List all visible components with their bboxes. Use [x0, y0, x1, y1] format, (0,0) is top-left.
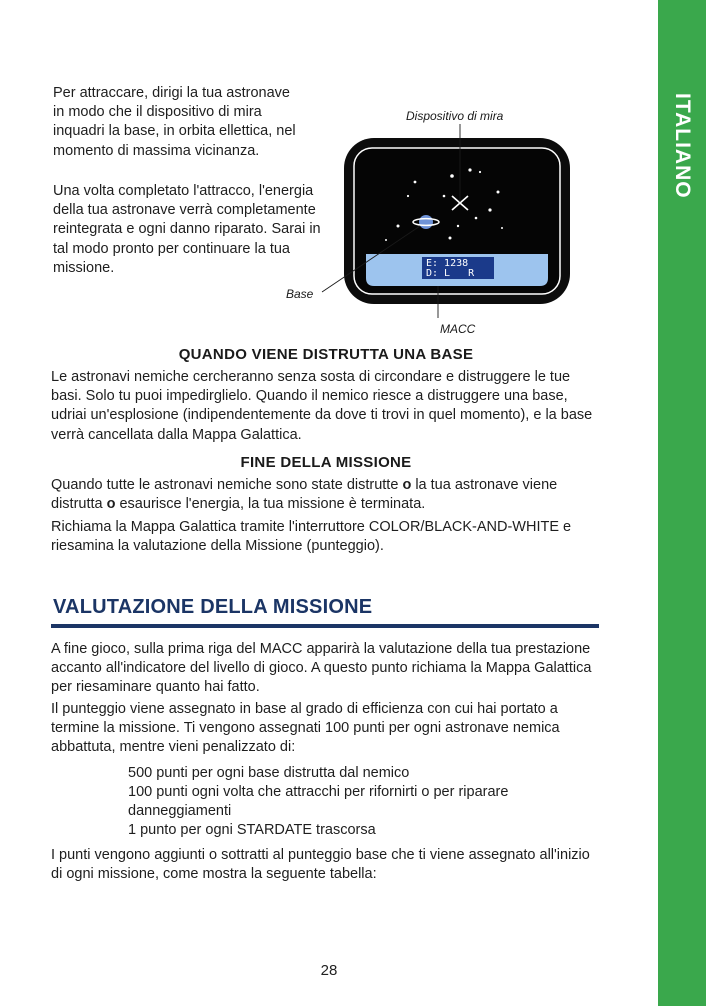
- label-macc: MACC: [440, 322, 476, 336]
- section-divider: [51, 624, 599, 628]
- macc-readout-line-2: D: L R: [426, 268, 475, 279]
- tv-screen-illustration: [280, 110, 580, 340]
- paragraph-rating-scoring: Il punteggio viene assegnato in base al grado di efficienza con cui hai portato a termine la missione. Ti vengono assegnati 100 punti per ogni astronave nemica abbattuta, mentre vieni penalizzato di:: [51, 701, 560, 756]
- intro-paragraph-docking: Per attraccare, dirigi la tua astronave in modo che il dispositivo di mira inquadri la base, in orbita ellettica, nel momento di massima vicinanza.: [53, 85, 296, 159]
- intro-paragraph-refuel: Una volta completato l'attracco, l'energia della tua astronave verrà completamente reintegrata e ogni danno riparato. Sarai in tal modo pronto per continuare la tua missione.: [53, 183, 321, 276]
- heading-base-destroyed: QUANDO VIENE DISTRUTTA UNA BASE: [178, 346, 474, 363]
- section-title-mission-rating: VALUTAZIONE DELLA MISSIONE: [53, 596, 373, 618]
- list-item: 100 punti ogni volta che attracchi per rifornirti o per riparare danneggiamenti: [128, 784, 509, 820]
- paragraph-rating-intro: A fine gioco, sulla prima riga del MACC apparirà la valutazione della tua prestazione accanto all'indicatore del livello di gioco. A questo punto richiama la Mappa Galattica per riesaminare quanto hai fatto.: [51, 641, 592, 696]
- paragraph-mission-end: Quando tutte le astronavi nemiche sono state distrutte o la tua astronave viene distrutta o esaurisce l'energia, la tua missione è terminata.: [51, 477, 558, 513]
- paragraph-base-destroyed: Le astronavi nemiche cercheranno senza sosta di circondare e distruggere le tue basi. Solo tu puoi impedirglielo. Quando il nemico riesce a distruggere una base, udriai un'esplosione (indipendentemente da dove ti trovi in quel momento), e la base verrà cancellata dalla Mappa Galattica.: [51, 369, 593, 443]
- list-item: 1 punto per ogni STARDATE trascorsa: [128, 822, 376, 838]
- paragraph-galactic-map: Richiama la Mappa Galattica tramite l'interruttore COLOR/BLACK-AND-WHITE e riesamina la valutazione della Missione (punteggio).: [51, 519, 572, 555]
- language-tab-label: ITALIANO: [671, 93, 694, 199]
- heading-mission-end: FINE DELLA MISSIONE: [240, 454, 412, 471]
- paragraph-rating-table-intro: I punti vengono aggiunti o sottratti al punteggio base che ti viene assegnato all'inizio di ogni missione, come mostra la seguente tabella:: [51, 847, 590, 883]
- label-targeting-device: Dispositivo di mira: [406, 109, 504, 123]
- targeting-diagram: [280, 110, 580, 340]
- macc-readout-line-1: E: 1238: [426, 258, 469, 269]
- label-base: Base: [286, 287, 314, 301]
- page-number: 28: [320, 962, 338, 979]
- list-item: 500 punti per ogni base distrutta dal nemico: [128, 765, 410, 781]
